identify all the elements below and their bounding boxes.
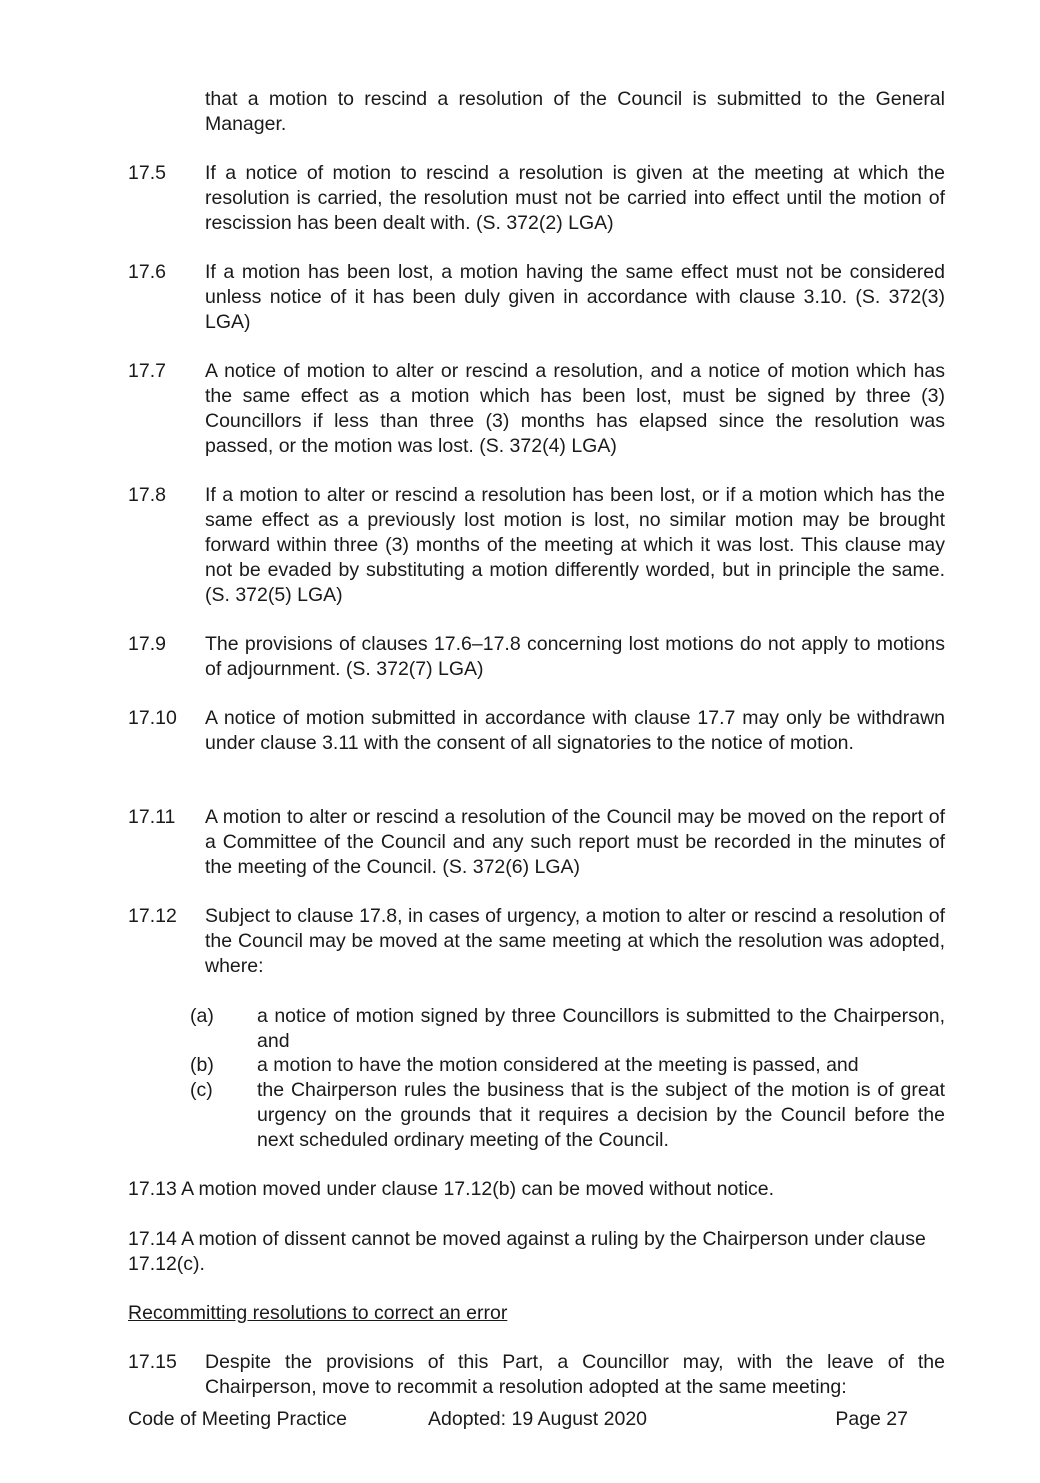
clause-number: 17.10	[128, 707, 177, 729]
continuation-text: that a motion to rescind a resolution of the Council is submitted to the General Manager.	[205, 88, 945, 135]
clause-17-14: 17.14 A motion of dissent cannot be moved against a ruling by the Chairperson under clause 17.12(c).	[128, 1228, 926, 1275]
clause-17-7	[128, 359, 945, 459]
clause-text: If a notice of motion to rescind a resolution is given at the meeting at which the resolution is carried, the resolution must not be carried into effect until the motion of rescission has been dealt with. (S. 372(2) LGA)	[205, 162, 945, 234]
clause-text: Despite the provisions of this Part, a Councillor may, with the leave of the Chairperson, move to recommit a resolution adopted at the same meeting:	[205, 1351, 945, 1398]
clause-number: 17.15	[128, 1351, 177, 1373]
clause-17-10	[128, 706, 945, 756]
clause-17-8	[128, 483, 945, 608]
clause-17-9	[128, 632, 945, 682]
subclause-c	[190, 1078, 945, 1153]
subclause-text: a notice of motion signed by three Councillors is submitted to the Chairperson, and	[257, 1005, 945, 1052]
clause-17-5	[128, 161, 945, 236]
footer-page-number: Page 27	[835, 1408, 908, 1430]
clause-text: If a motion to alter or rescind a resolution has been lost, or if a motion which has the same effect as a previously lost motion is lost, no similar motion may be brought forward within three (3) months of the meeting at which it was lost. This clause may not be evaded by substituting a motion differently worded, but in principle the same. (S. 372(5) LGA)	[205, 484, 945, 606]
page-footer	[128, 1407, 908, 1432]
clause-17-11	[128, 805, 945, 880]
subclause-letter: (c)	[190, 1079, 213, 1101]
clause-17-6	[128, 260, 945, 335]
clause-text: The provisions of clauses 17.6–17.8 concerning lost motions do not apply to motions of adjournment. (S. 372(7) LGA)	[205, 633, 945, 680]
clause-number: 17.5	[128, 162, 166, 184]
subclause-a	[190, 1004, 945, 1054]
subclause-b	[190, 1053, 945, 1078]
clause-text: If a motion has been lost, a motion having the same effect must not be considered unless notice of it has been duly given in accordance with clause 3.10. (S. 372(3) LGA)	[205, 261, 945, 333]
clause-number: 17.12	[128, 905, 177, 927]
subclause-text: a motion to have the motion considered at the meeting is passed, and	[257, 1054, 859, 1076]
clause-number: 17.11	[128, 806, 176, 828]
clause-number: 17.6	[128, 261, 166, 283]
clause-17-15	[128, 1350, 945, 1400]
clause-number: 17.8	[128, 484, 166, 506]
clause-17-12	[128, 904, 945, 979]
clause-number: 17.7	[128, 360, 166, 382]
section-heading: Recommitting resolutions to correct an error	[128, 1302, 508, 1324]
subclause-letter: (a)	[190, 1005, 214, 1027]
subclause-letter: (b)	[190, 1054, 214, 1076]
footer-document-title: Code of Meeting Practice	[128, 1408, 347, 1430]
clause-text: A notice of motion submitted in accordance with clause 17.7 may only be withdrawn under clause 3.11 with the consent of all signatories to the notice of motion.	[205, 707, 945, 754]
clause-text: Subject to clause 17.8, in cases of urgency, a motion to alter or rescind a resolution of the Council may be moved at the same meeting at which the resolution was adopted, where:	[205, 905, 945, 977]
subclause-text: the Chairperson rules the business that is the subject of the motion is of great urgency on the grounds that it requires a decision by the Council before the next scheduled ordinary meeting of the Council.	[257, 1079, 945, 1151]
footer-adopted-date: Adopted: 19 August 2020	[428, 1408, 648, 1430]
clause-text: A motion to alter or rescind a resolution of the Council may be moved on the report of a Committee of the Council and any such report must be recorded in the minutes of the meeting of the Council. (S. 372(6) LGA)	[205, 806, 945, 878]
clause-number: 17.9	[128, 633, 166, 655]
clause-text: A notice of motion to alter or rescind a resolution, and a notice of motion which has the same effect as a motion which has been lost, must be signed by three (3) Councillors if less than three (3) months has elapsed since the resolution was passed, or the motion was lost. (S. 372(4) LGA)	[205, 360, 945, 457]
clause-17-13: 17.13 A motion moved under clause 17.12(b) can be moved without notice.	[128, 1178, 775, 1200]
